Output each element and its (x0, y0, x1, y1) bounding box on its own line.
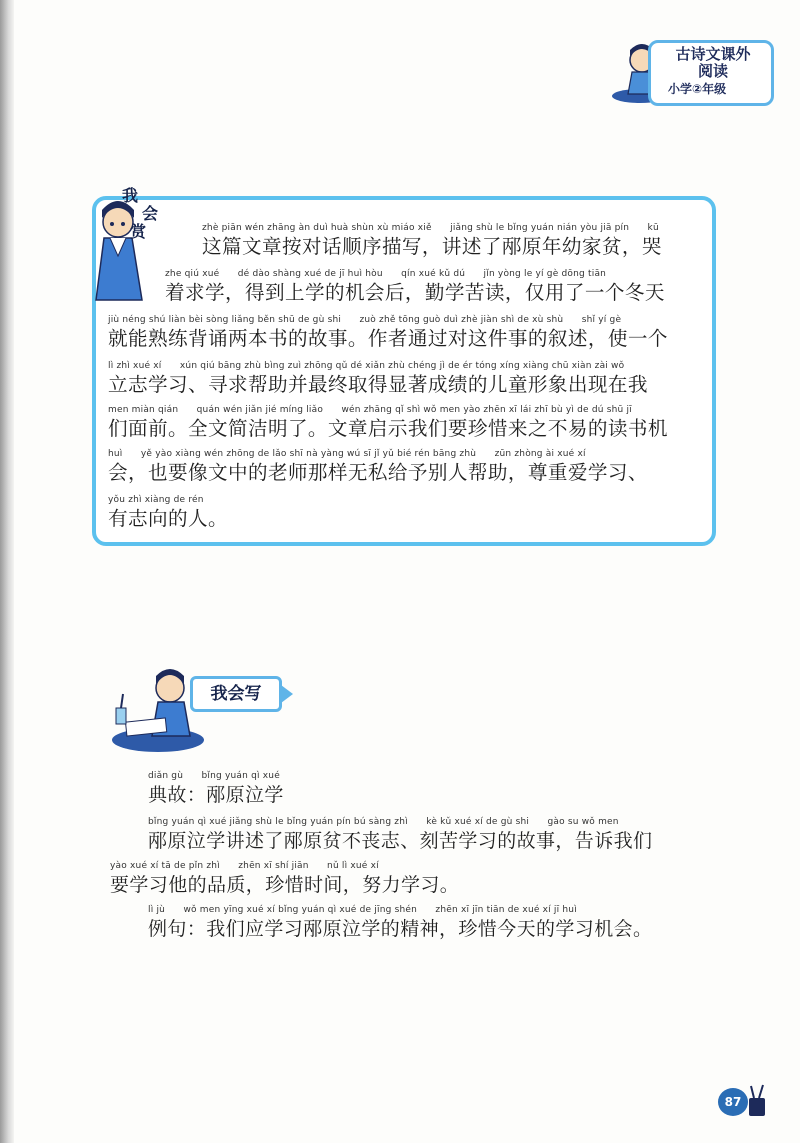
appreciation-label (118, 183, 178, 241)
text: 着求学，得到上学的机会后，勤学苦读，仅用了一个冬天 (165, 281, 665, 304)
page-number: 87 (718, 1088, 748, 1116)
text: 典故：邴原泣学 (148, 784, 284, 806)
label-char-wo: 我 (122, 186, 139, 205)
grade-label: 小学②年级 (668, 82, 727, 96)
text: 就能熟练背诵两本书的故事。作者通过对这件事的叙述，使一个 (108, 327, 668, 350)
pinyin: zhè piān wén zhāng àn duì huà shùn xù miáo xiě jiǎng shù le bǐng yuán nián yòu jiā pín kū (202, 223, 659, 233)
text: 这篇文章按对话顺序描写，讲述了邴原年幼家贫，哭 (202, 235, 662, 258)
appreciation-line (108, 360, 648, 398)
text: 邴原泣学讲述了邴原贫不丧志、刻苦学习的故事，告诉我们 (148, 830, 653, 852)
pinyin: diǎn gù bǐng yuán qì xué (148, 771, 280, 781)
pinyin: zhe qiú xué dé dào shàng xué de jī huì hòu qín xué kǔ dú jǐn yòng le yí gè dōng tiān (165, 269, 607, 279)
brush-pot-icon (746, 1084, 770, 1118)
pinyin: lì zhì xué xí xún qiú bāng zhù bìng zuì zhōng qǔ dé xiǎn zhù chéng jì de ér tóng xíng xiàng chū xiàn zài wǒ (108, 361, 625, 371)
pinyin: yào xué xí tā de pǐn zhì zhēn xī shí jiān nǔ lì xué xí (110, 861, 379, 871)
text: 有志向的人。 (108, 507, 228, 530)
write-line (148, 904, 652, 942)
pinyin: lì jù wǒ men yīng xué xí bǐng yuán qì xué de jīng shén zhēn xī jīn tiān de xué xí jī huì (148, 905, 577, 915)
write-section-tag: 我会写 (190, 676, 282, 712)
text: 例句：我们应学习邴原泣学的精神，珍惜今天的学习机会。 (148, 918, 653, 940)
appreciation-line (108, 404, 668, 442)
pinyin: bǐng yuán qì xué jiǎng shù le bǐng yuán pín bú sàng zhì kè kǔ xué xí de gù shi gào su wǒ men (148, 817, 619, 827)
text: 要学习他的品质，珍惜时间，努力学习。 (110, 874, 460, 896)
write-line (148, 816, 652, 854)
write-line (110, 860, 459, 898)
write-line (148, 770, 284, 808)
series-badge (610, 40, 770, 102)
pinyin: men miàn qián quán wén jiǎn jié míng liǎo wén zhāng qǐ shì wǒ men yào zhēn xī lái zhī bù yì de dú shū jī (108, 405, 632, 415)
text: 会，也要像文中的老师那样无私给予别人帮助，尊重爱学习、 (108, 461, 648, 484)
appreciation-line (108, 314, 668, 352)
series-title: 古诗文课外 阅读 (675, 45, 751, 80)
text: 们面前。全文简洁明了。文章启示我们要珍惜来之不易的读书机 (108, 417, 668, 440)
pinyin: jiù néng shú liàn bèi sòng liǎng běn shū de gù shi zuò zhě tōng guò duì zhè jiàn shì de xù shù shǐ yí gè (108, 315, 622, 325)
appreciation-line (202, 222, 662, 260)
text: 立志学习、寻求帮助并最终取得显著成绩的儿童形象出现在我 (108, 373, 648, 396)
label-char-shang: 赏 (130, 222, 147, 241)
appreciation-line (108, 448, 648, 486)
appreciation-line (165, 268, 665, 306)
pinyin: huì yě yào xiàng wén zhōng de lǎo shī nà yàng wú sī jǐ yǔ bié rén bāng zhù zūn zhòng ài xué xí (108, 449, 586, 459)
label-char-hui: 会 (142, 204, 159, 223)
page-edge (0, 0, 14, 1143)
pinyin: yǒu zhì xiàng de rén (108, 495, 204, 505)
appreciation-line (108, 494, 228, 532)
